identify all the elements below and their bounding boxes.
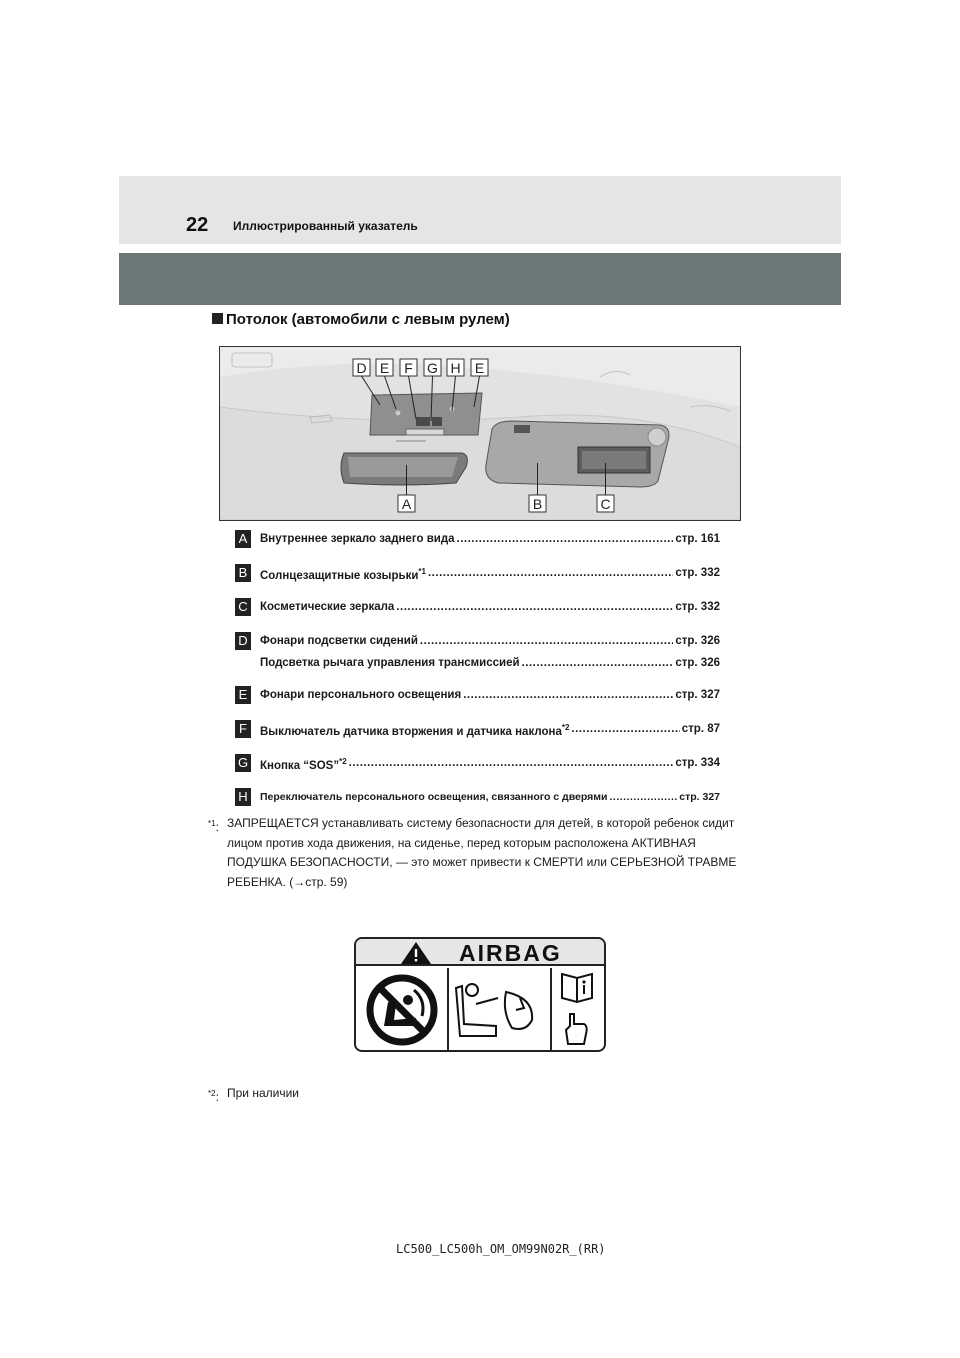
index-letter: C [235,598,251,616]
warning-triangle-icon [396,939,436,966]
callout-e: E [379,360,390,376]
index-letter: B [235,564,251,582]
index-entry[interactable]: Переключатель персонального освещения, связанного с дверями ..... стр. 327 [260,791,720,803]
callout-b: B [532,496,543,512]
callout-f: F [404,360,413,376]
footnote-1-mark: $^{*1}$: [208,819,219,834]
square-bullet-icon [212,313,223,324]
no-rear-facing-child-seat-icon [370,978,434,1042]
index-letter: D [235,632,251,650]
index-row-e [235,686,725,706]
index-row-f [235,720,725,740]
footer-doc-code: LC500_LC500h_OM_OM99N02R_(RR) [396,1242,606,1256]
airbag-pictograms [356,968,604,1052]
footnote-1-text: ЗАПРЕЩАЕТСЯ устанавливать систему безопасности для детей, в которой ребенок сидит лицом против хода движения, на сиденье, перед которым расположена АКТИВНАЯ ПОДУШКА БЕЗОПАСНОСТИ, — это может привести к СМЕРТИ или СЕРЬЕЗНОЙ ТРАВМЕ РЕБЕНКА. (→стр. 59) [227,816,737,889]
header-title: Иллюстрированный указатель [233,219,418,233]
footnote-2-mark: $^{*2}$: [208,1089,219,1104]
footnote-2-text: При наличии [227,1086,299,1100]
index-row-h [235,788,725,808]
index-letter: H [235,788,251,806]
airbag-deploy-icon [456,984,532,1036]
index-entry[interactable]: Внутреннее зеркало заднего вида ..... стр. 161 [260,533,720,545]
index-entry[interactable]: Косметические зеркала ..... стр. 332 [260,601,720,613]
airbag-label-header [356,939,604,966]
airbag-warning-label [354,937,606,1052]
index-row-b [235,564,725,584]
index-entry[interactable]: Подсветка рычага управления трансмиссией ..... стр. 326 [260,657,720,669]
index-letter: A [235,530,251,548]
page-number: 22 [186,214,209,236]
callout-g: G [427,360,438,376]
index-row-g [235,754,725,774]
footnote-1 [208,814,737,892]
airbag-title: AIRBAG [459,940,562,966]
header-band [119,176,841,244]
index-row-c [235,598,725,618]
index-row-d-2 [235,654,725,674]
index-entry[interactable]: Кнопка “SOS”$^{*2}$ ..... стр. 334 [260,757,720,772]
section-title [212,311,510,328]
index-entry[interactable]: Выключатель датчика вторжения и датчика наклона$^{*2}$ ..... стр. 87 [260,723,720,738]
index-letter: F [235,720,251,738]
index-entry[interactable]: Фонари подсветки сидений ..... стр. 326 [260,635,720,647]
callout-h: H [450,360,461,376]
read-manual-icon [562,974,592,1044]
index-entry[interactable]: Фонари персонального освещения ..... стр. 327 [260,689,720,701]
section-title-text: Потолок (автомобили с левым рулем) [226,311,510,328]
callout-c: C [600,496,611,512]
index-letter: G [235,754,251,772]
index-row-a [235,530,725,550]
footnote-2 [208,1084,737,1104]
callout-d: D [356,360,367,376]
ceiling-drawing [220,347,740,520]
index-entry[interactable]: Солнцезащитные козырьки$^{*1}$ ..... стр. 332 [260,567,720,582]
index-letter: E [235,686,251,704]
ceiling-illustration [219,346,741,521]
index-row-d [235,632,725,652]
callout-a: A [401,496,412,512]
section-band [119,253,841,305]
callout-e-2: E [474,360,485,376]
